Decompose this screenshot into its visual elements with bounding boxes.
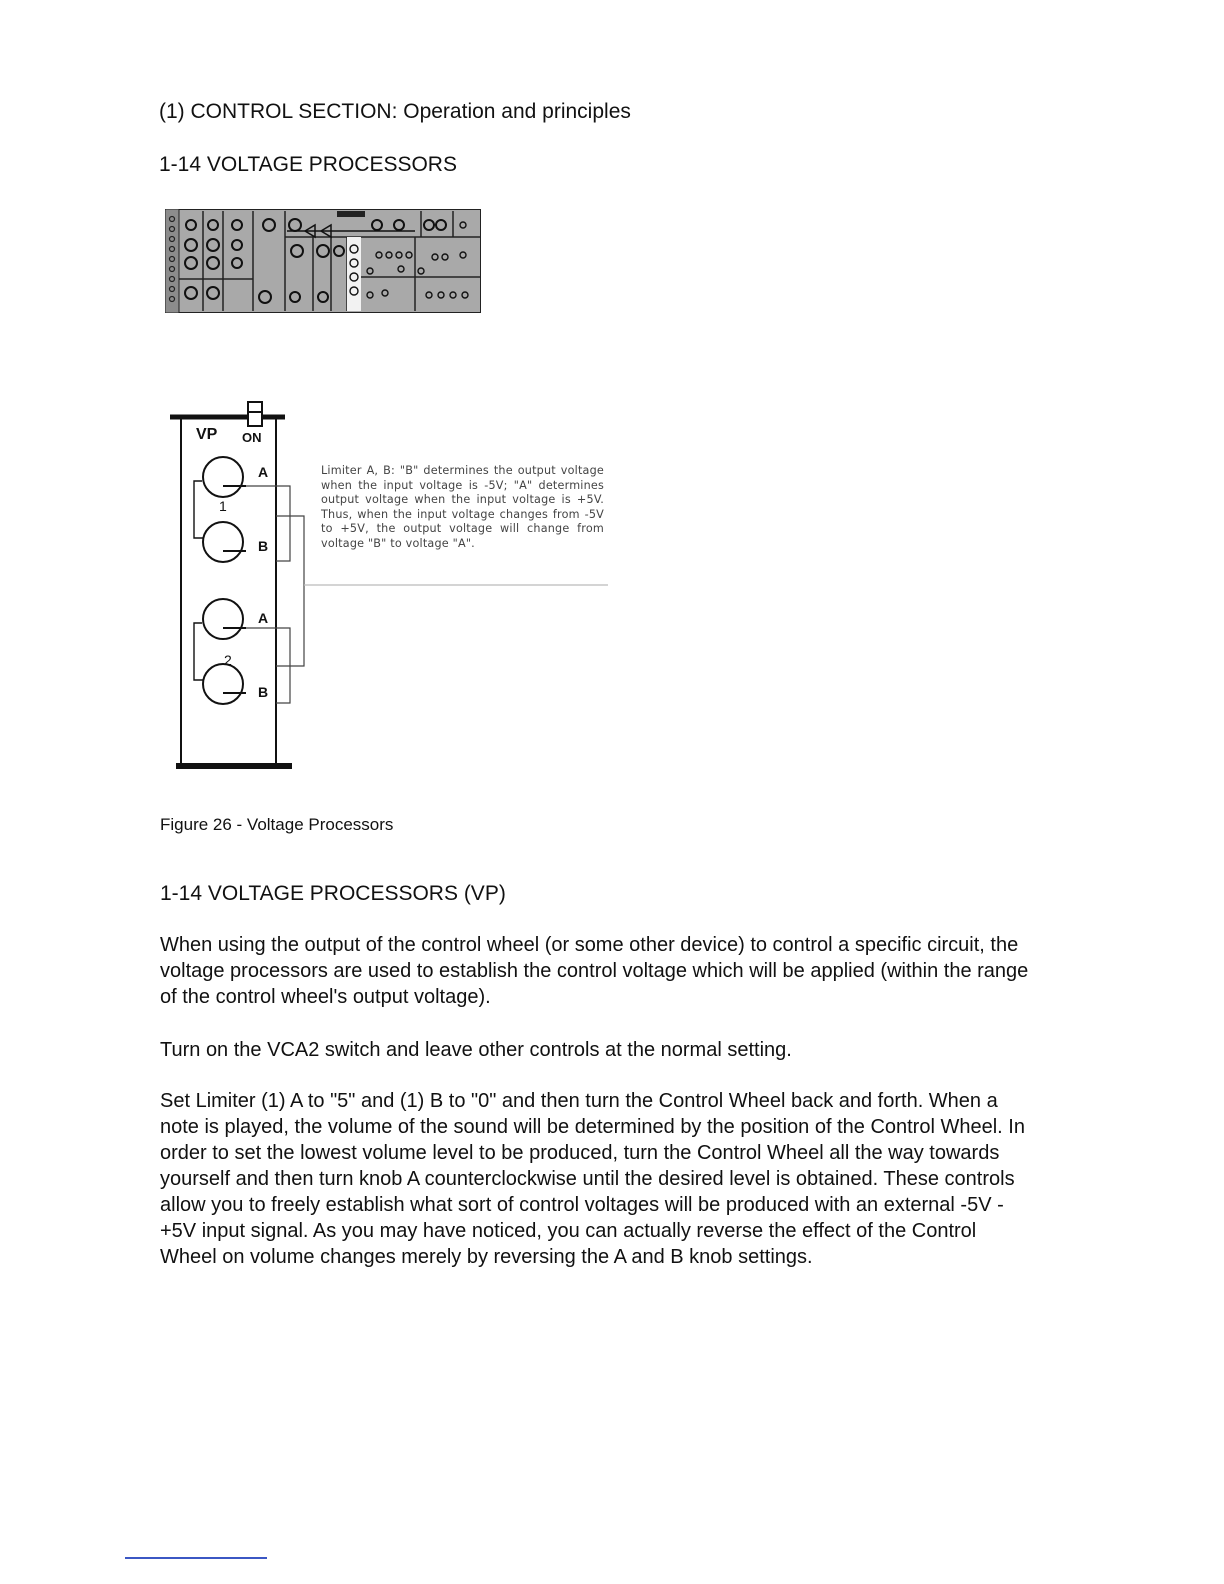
group-1-label: 1 <box>219 498 227 514</box>
limiter-note: Limiter A, B: "B" determines the output voltage when the input voltage is -5V; "A" determines output voltage when the input voltage is +5V. Thus, when the input voltage changes from -5V to +5V, the output voltage will change from voltage "B" to voltage "A". <box>321 464 604 550</box>
footer-rule <box>125 1557 267 1559</box>
vp-diagram <box>168 398 618 772</box>
knob-2b-label: B <box>258 684 269 700</box>
paragraph-intro: When using the output of the control wheel (or some other device) to control a specific circuit, the voltage processors are used to establish the control voltage which will be applied (within the range of the control wheel's output voltage). <box>160 934 1029 1008</box>
knob-2a-label: A <box>258 610 269 626</box>
paragraph-limiter: Set Limiter (1) A to "5" and (1) B to "0" and then turn the Control Wheel back and forth. When a note is played, the volume of the sound will be determined by the position of the Control Wheel. In order to set the lowest volume level to be produced, turn the Control Wheel all the way towards yourself and then turn knob A counterclockwise until the desired level is obtained. These controls allow you to freely establish what sort of control voltages will be produced with an external -5V - +5V input signal. As you may have noticed, you can actually reverse the effect of the Control Wheel on volume changes merely by reversing the A and B knob settings. <box>160 1090 1025 1268</box>
paragraph-vca2: Turn on the VCA2 switch and leave other controls at the normal setting. <box>160 1039 792 1061</box>
body-heading: 1-14 VOLTAGE PROCESSORS (VP) <box>160 882 506 905</box>
group-2-label: 2 <box>224 652 232 668</box>
vp-panel-label: VP <box>196 426 218 443</box>
vp-diagram-drawing <box>168 398 618 772</box>
synth-panel-image <box>165 209 481 313</box>
subsection-heading: 1-14 VOLTAGE PROCESSORS <box>159 153 457 176</box>
figure-caption: Figure 26 - Voltage Processors <box>160 815 394 834</box>
on-switch-label: ON <box>242 430 262 445</box>
knob-1a-label: A <box>258 464 269 480</box>
section-heading: (1) CONTROL SECTION: Operation and principles <box>159 100 631 123</box>
knob-1b-label: B <box>258 538 269 554</box>
